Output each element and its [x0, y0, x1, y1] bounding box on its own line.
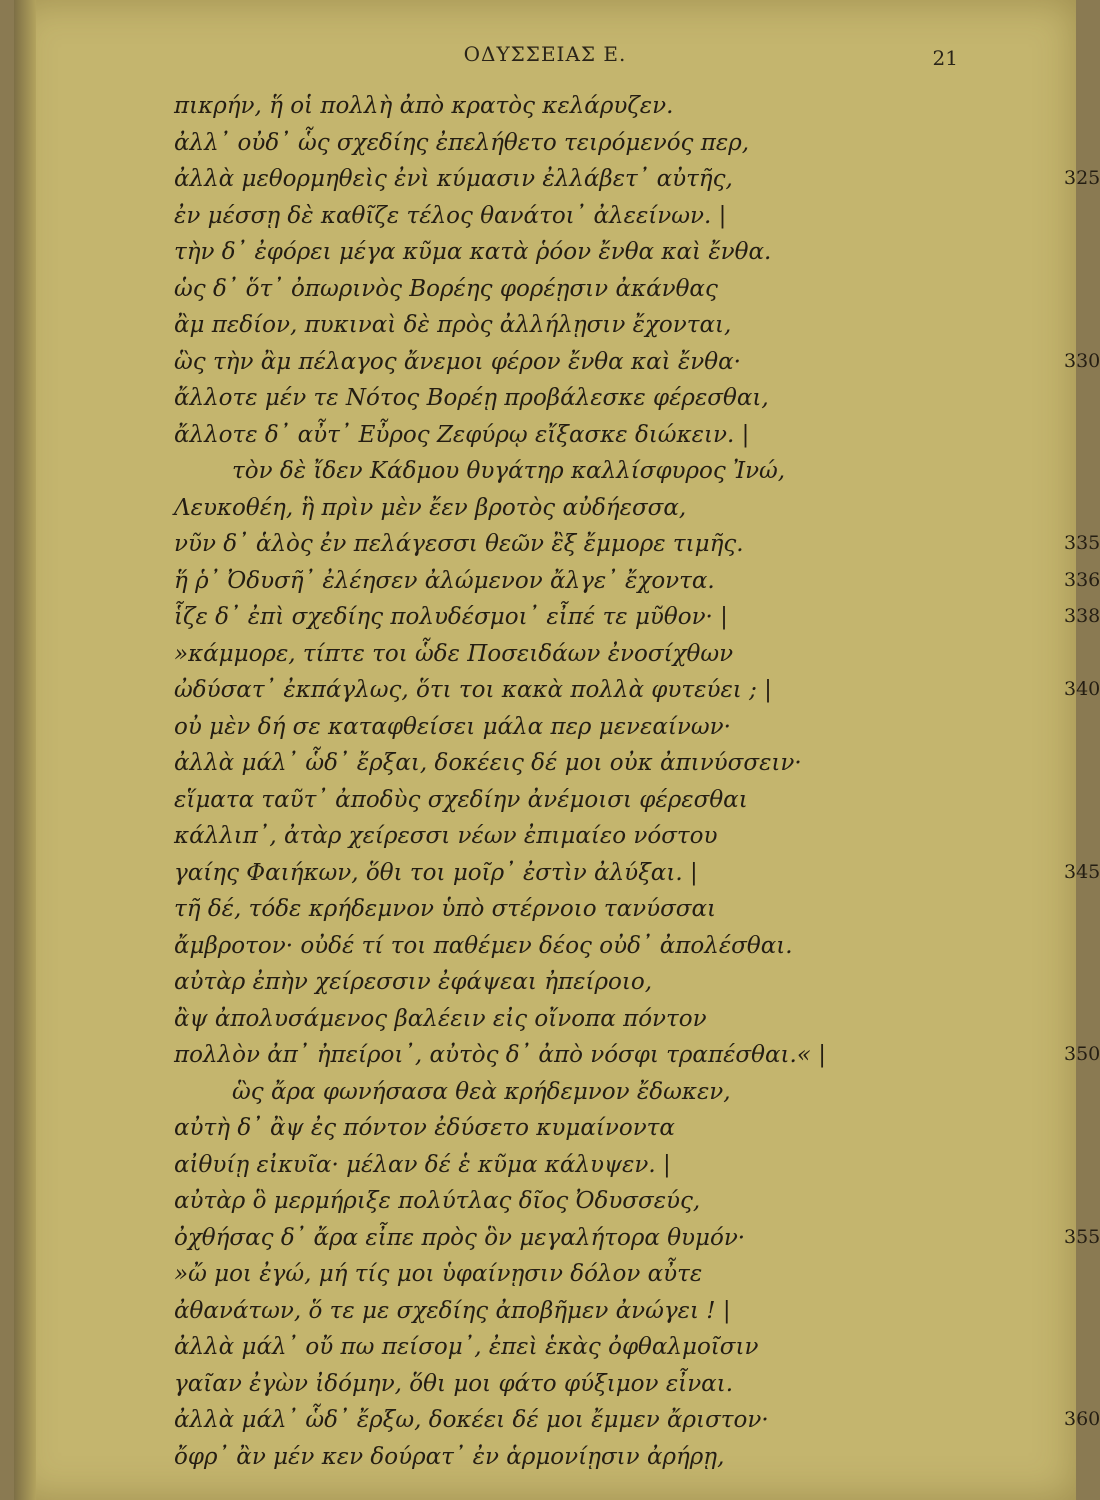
- verse-line: ἄλλοτε δ᾽ αὖτ᾽ Εὖρος Ζεφύρῳ εἴξασκε διώκειν. |: [174, 421, 750, 448]
- verse-line: ἷζε δ᾽ ἐπὶ σχεδίης πολυδέσμοι᾽ εἶπέ τε μῦθον· |: [174, 604, 728, 630]
- running-header-title: ΟΔΥΣΣΕΙΑΣ Ε.: [463, 42, 627, 66]
- verse-line: »κάμμορε, τίπτε τοι ὧδε Ποσειδάων ἐνοσίχθων: [174, 640, 734, 667]
- line-number: 335: [1064, 532, 1100, 554]
- line-number: 325: [1064, 167, 1100, 189]
- verse-text-block: [174, 88, 1100, 1475]
- verse-line: ἥ ῥ᾽ Ὀδυσῆ᾽ ἐλέησεν ἀλώμενον ἄλγε᾽ ἔχοντα.: [174, 567, 715, 594]
- verse-line: αὐτὰρ ἐπὴν χείρεσσιν ἐφάψεαι ἠπείροιο,: [174, 969, 653, 995]
- line-number: 360: [1064, 1408, 1100, 1430]
- verse-line: ἀλλὰ μάλ᾽ ὧδ᾽ ἔρξαι, δοκέεις δέ μοι οὐκ ἀπινύσσειν·: [174, 750, 802, 776]
- line-number: 340: [1064, 678, 1100, 700]
- page-gutter: [14, 0, 36, 1500]
- verse-line: τῆ δέ, τόδε κρήδεμνον ὑπὸ στέρνοιο τανύσσαι: [174, 896, 717, 922]
- verse-line: γαῖαν ἐγὼν ἰδόμην, ὅθι μοι φάτο φύξιμον εἶναι.: [174, 1370, 734, 1397]
- verse-line: ἂμ πεδίον, πυκιναὶ δὲ πρὸς ἀλλήλῃσιν ἔχονται,: [174, 312, 732, 338]
- verse-line: οὐ μὲν δή σε καταφθείσει μάλα περ μενεαίνων·: [174, 713, 731, 740]
- verse-line: πολλὸν ἀπ᾽ ἠπείροι᾽, αὐτὸς δ᾽ ἀπὸ νόσφι τραπέσθαι.« |: [174, 1042, 826, 1068]
- verse-line: ὄφρ᾽ ἂν μέν κεν δούρατ᾽ ἐν ἁρμονίῃσιν ἀρήρῃ,: [174, 1443, 725, 1470]
- verse-line: ὠδύσατ᾽ ἐκπάγλως, ὅτι τοι κακὰ πολλὰ φυτεύει ; |: [174, 677, 772, 703]
- page-number: 21: [932, 46, 958, 70]
- line-number: 350: [1064, 1043, 1100, 1065]
- verse-line: γαίης Φαιήκων, ὅθι τοι μοῖρ᾽ ἐστὶν ἀλύξαι. |: [174, 859, 698, 886]
- verse-line: ὀχθήσας δ᾽ ἄρα εἶπε πρὸς ὃν μεγαλήτορα θυμόν·: [174, 1224, 746, 1251]
- line-number: 330: [1064, 349, 1100, 372]
- verse-line: ἀλλὰ μάλ᾽ ὧδ᾽ ἔρξω, δοκέει δέ μοι ἔμμεν ἄριστον·: [174, 1407, 769, 1433]
- line-number: 338: [1064, 605, 1100, 627]
- line-number: 355: [1064, 1225, 1100, 1248]
- verse-line: ἄλλοτε μέν τε Νότος Βορέῃ προβάλεσκε φέρεσθαι,: [174, 385, 769, 411]
- verse-line: τὸν δὲ ἴδεν Κάδμου θυγάτηρ καλλίσφυρος Ἰνώ,: [232, 458, 786, 484]
- verse-line: ἀλλὰ μεθορμηθεὶς ἐνὶ κύμασιν ἐλλάβετ᾽ αὐτῆς,: [174, 166, 733, 192]
- verse-line: κάλλιπ᾽, ἀτὰρ χείρεσσι νέων ἐπιμαίεο νόστου: [174, 823, 718, 849]
- verse-line: νῦν δ᾽ ἁλὸς ἐν πελάγεσσι θεῶν ἒξ ἔμμορε τιμῆς.: [174, 531, 744, 557]
- verse-line: Λευκοθέη, ἣ πρὶν μὲν ἔεν βροτὸς αὐδήεσσα,: [174, 494, 687, 521]
- verse-line: ὣς τὴν ἂμ πέλαγος ἄνεμοι φέρον ἔνθα καὶ ἔνθα·: [174, 348, 741, 375]
- line-number: 336: [1064, 568, 1100, 591]
- verse-line: ὡς δ᾽ ὅτ᾽ ὀπωρινὸς Βορέης φορέῃσιν ἀκάνθας: [174, 275, 718, 302]
- verse-line: ἀλλ᾽ οὐδ᾽ ὧς σχεδίης ἐπελήθετο τειρόμενός περ,: [174, 129, 750, 156]
- verse-line: αὐτὰρ ὃ μερμήριξε πολύτλας δῖος Ὀδυσσεύς,: [174, 1188, 701, 1214]
- verse-line: ἄμβροτον· οὐδέ τί τοι παθέμεν δέος οὐδ᾽ ἀπολέσθαι.: [174, 932, 793, 959]
- verse-line: »ὤ μοι ἐγώ, μή τίς μοι ὑφαίνῃσιν δόλον αὖτε: [174, 1261, 703, 1287]
- verse-line: ἀθανάτων, ὅ τε με σχεδίης ἀποβῆμεν ἀνώγει ! |: [174, 1297, 731, 1324]
- verse-line: αἰθυίῃ εἰκυῖα· μέλαν δέ ἑ κῦμα κάλυψεν. |: [174, 1151, 671, 1178]
- verse-line: ὣς ἄρα φωνήσασα θεὰ κρήδεμνον ἔδωκεν,: [232, 1078, 731, 1105]
- line-number: 345: [1064, 860, 1100, 883]
- verse-line: αὐτὴ δ᾽ ἂψ ἐς πόντον ἐδύσετο κυμαίνοντα: [174, 1115, 675, 1141]
- verse-line: ἂψ ἀπολυσάμενος βαλέειν εἰς οἴνοπα πόντον: [174, 1005, 707, 1032]
- book-page: [14, 0, 1100, 1500]
- verse-line: εἵματα ταῦτ᾽ ἀποδὺς σχεδίην ἀνέμοισι φέρεσθαι: [174, 786, 748, 813]
- verse-line: ἐν μέσσῃ δὲ καθῖζε τέλος θανάτοι᾽ ἀλεείνων. |: [174, 202, 727, 229]
- verse-line: πικρήν, ἥ οἱ πολλὴ ἀπὸ κρατὸς κελάρυζεν.: [174, 93, 674, 119]
- verse-line: τὴν δ᾽ ἐφόρει μέγα κῦμα κατὰ ῥόον ἔνθα καὶ ἔνθα.: [174, 239, 772, 265]
- verse-line: ἀλλὰ μάλ᾽ οὔ πω πείσομ᾽, ἐπεὶ ἑκὰς ὀφθαλμοῖσιν: [174, 1334, 759, 1360]
